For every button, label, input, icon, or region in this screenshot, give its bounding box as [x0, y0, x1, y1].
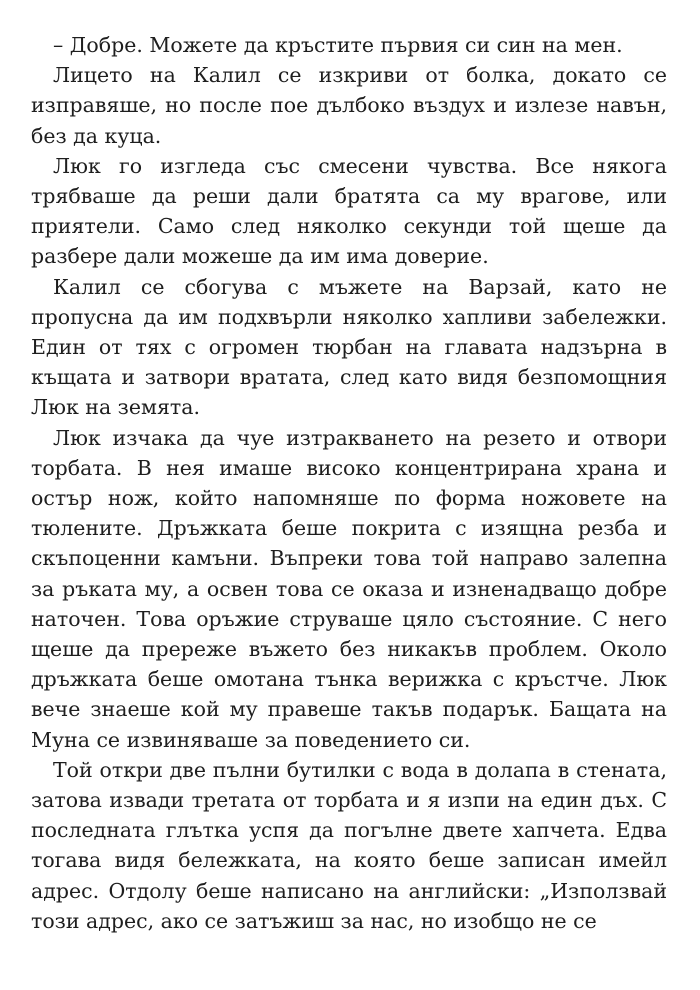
paragraph: – Добре. Можете да кръстите първия си син на мен.: [53, 33, 623, 57]
paragraph: Той откри две пълни бутилки с вода в долапа в стената, затова извади третата от торбата и я изпи на един дъх. С последната глътка успя да погълне двете хапчета. Едва тогава видя бележката, на която беше записан имейл адрес. Отдолу беше написано на английски: „Използвай този адрес, ако се затъжиш за нас, но изобщо не се: [31, 757, 667, 933]
page-text: [31, 30, 667, 936]
paragraph: Люк го изгледа със смесени чувства. Все някога трябваше да реши дали братята са му врагове, или приятели. Само след няколко секунди той щеше да разбере дали можеше да им има доверие.: [31, 153, 667, 269]
paragraph: Люк изчака да чуе изтракването на резето и отвори торбата. В нея имаше високо концентрирана храна и остър нож, който напомняше по форма ножовете на тюлените. Дръжката беше покрита с изящна резба и скъпоценни камъни. Въпреки това той направо залепна за ръката му, а освен това се оказа и изненадващо добре наточен. Това оръжие струваше цяло състояние. С него щеше да прережe въжето без никакъв проблем. Около дръжката беше омотана тънка верижка с кръстче. Люк вече знаеше кой му правеше такъв подарък. Бащата на Муна се извиняваше за поведението си.: [31, 425, 667, 752]
paragraph: Калил се сбогува с мъжете на Варзай, като не пропусна да им подхвърли няколко хапливи забележки. Един от тях с огромен тюрбан на главата надзърна в къщата и затвори вратата, след като видя безпомощния Люк на земята.: [31, 274, 667, 420]
paragraph: Лицето на Калил се изкриви от болка, докато се изправяше, но после пое дълбоко въздух и излезе навън, без да куца.: [31, 63, 667, 148]
